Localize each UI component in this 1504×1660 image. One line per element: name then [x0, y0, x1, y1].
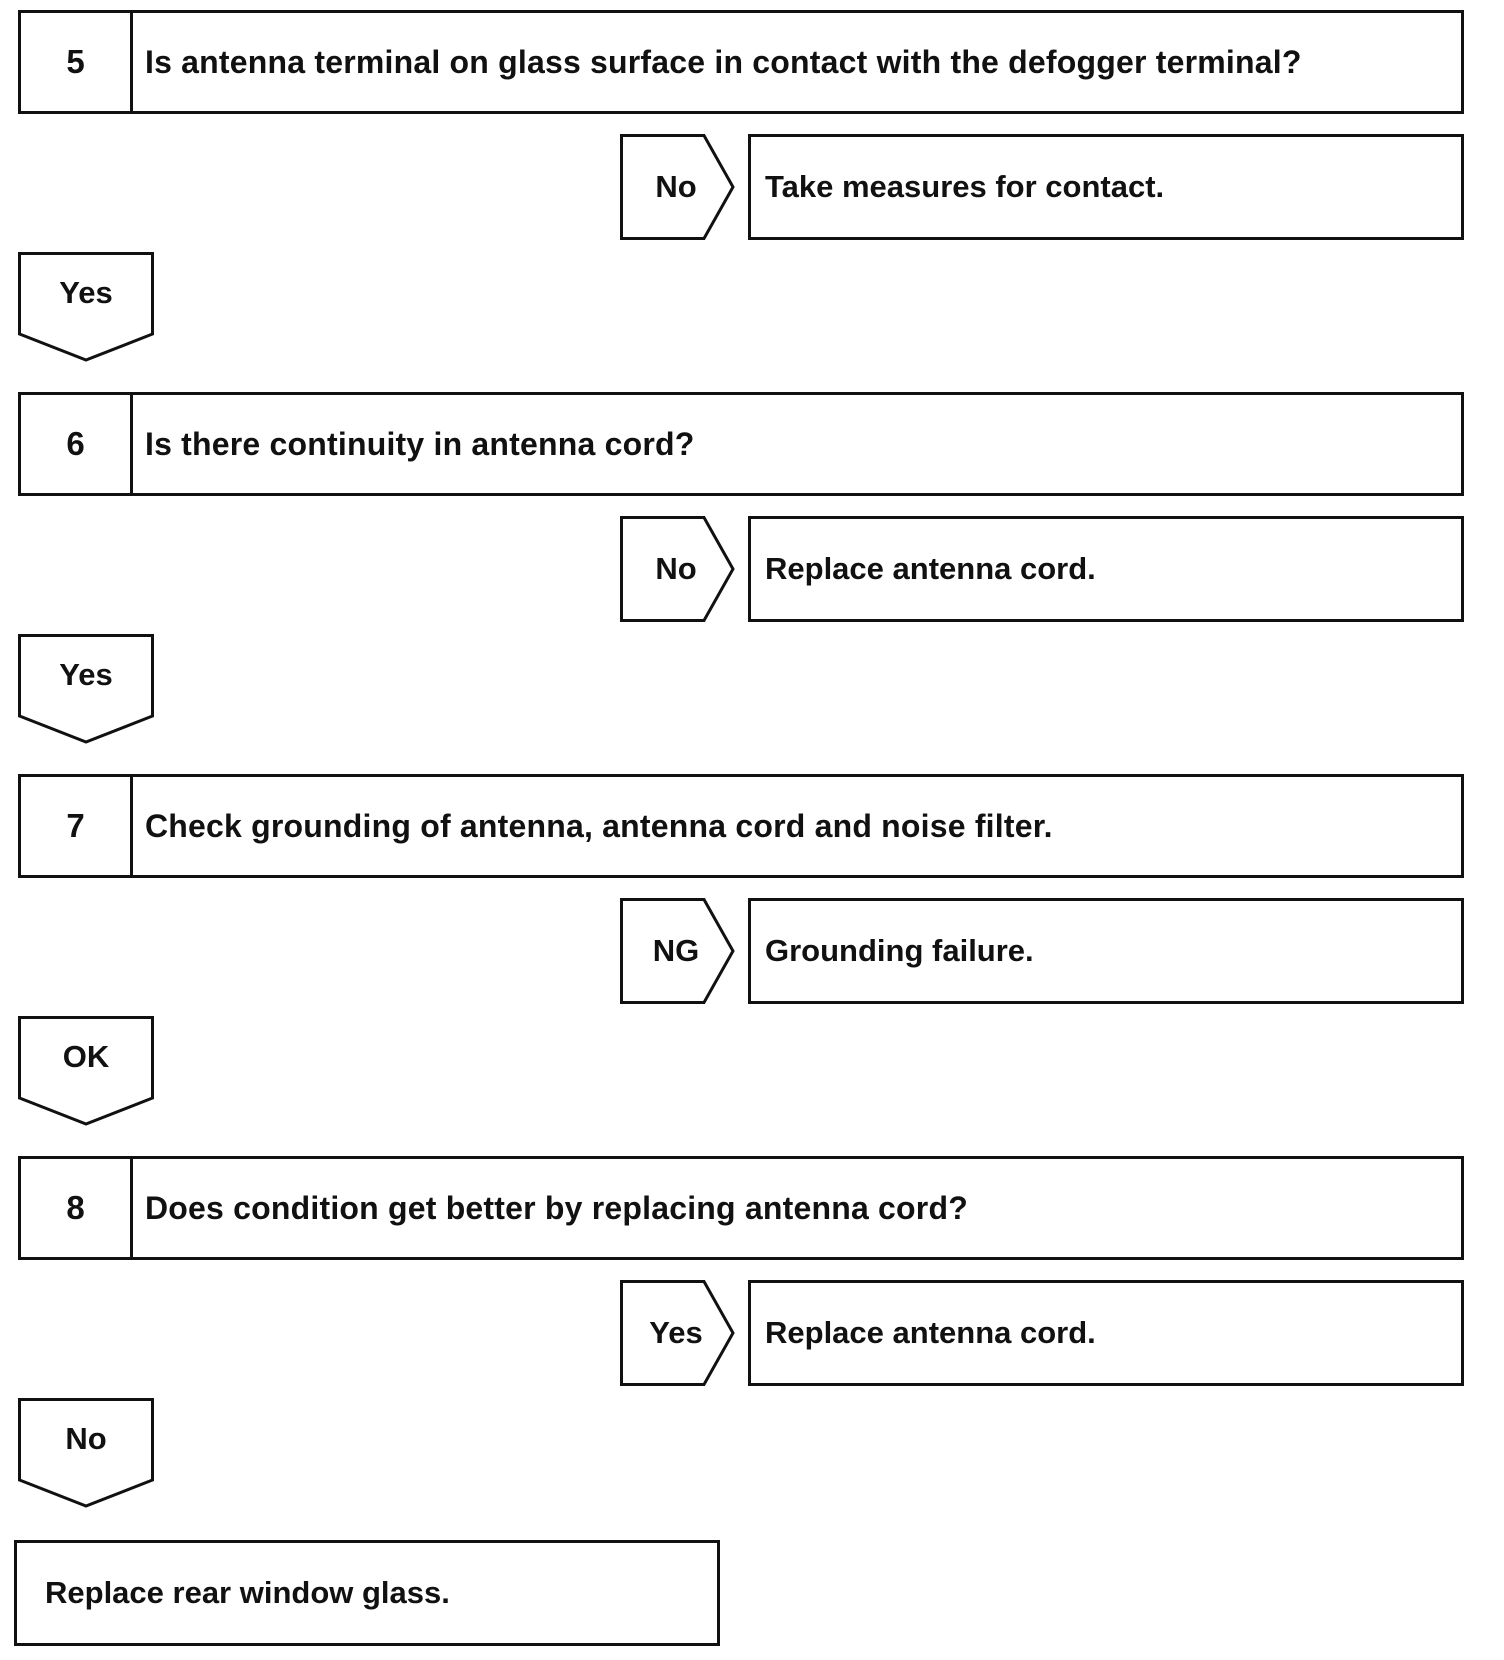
step-7-branch [620, 898, 1464, 1004]
branch-result: Replace antenna cord. [748, 516, 1464, 622]
branch-label: NG [652, 933, 700, 968]
step-8-box [18, 1156, 1464, 1260]
step-number: 7 [21, 777, 133, 875]
branch-result: Grounding failure. [748, 898, 1464, 1004]
step-5-continue [18, 252, 154, 362]
step-6-continue [18, 634, 154, 744]
step-6-branch [620, 516, 1464, 622]
branch-label: No [655, 551, 697, 586]
step-number: 8 [21, 1159, 133, 1257]
step-question: Check grounding of antenna, antenna cord and noise filter. [145, 807, 1053, 844]
continue-label: Yes [59, 657, 113, 692]
step-7-box [18, 774, 1464, 878]
final-action-box: Replace rear window glass. [14, 1540, 720, 1646]
continue-label: No [65, 1421, 107, 1456]
branch-label: No [655, 169, 697, 204]
step-number: 6 [21, 395, 133, 493]
step-7-continue [18, 1016, 154, 1126]
step-8-continue [18, 1398, 154, 1508]
step-number: 5 [21, 13, 133, 111]
continue-label: Yes [59, 275, 113, 310]
step-8-branch [620, 1280, 1464, 1386]
step-6-box [18, 392, 1464, 496]
continue-label: OK [62, 1039, 110, 1074]
step-question: Is there continuity in antenna cord? [145, 425, 695, 462]
step-question: Is antenna terminal on glass surface in contact with the defogger terminal? [145, 43, 1302, 80]
step-question: Does condition get better by replacing antenna cord? [145, 1189, 968, 1226]
branch-result: Take measures for contact. [748, 134, 1464, 240]
branch-label: Yes [649, 1315, 703, 1350]
branch-result: Replace antenna cord. [748, 1280, 1464, 1386]
step-5-box [18, 10, 1464, 114]
step-5-branch [620, 134, 1464, 240]
